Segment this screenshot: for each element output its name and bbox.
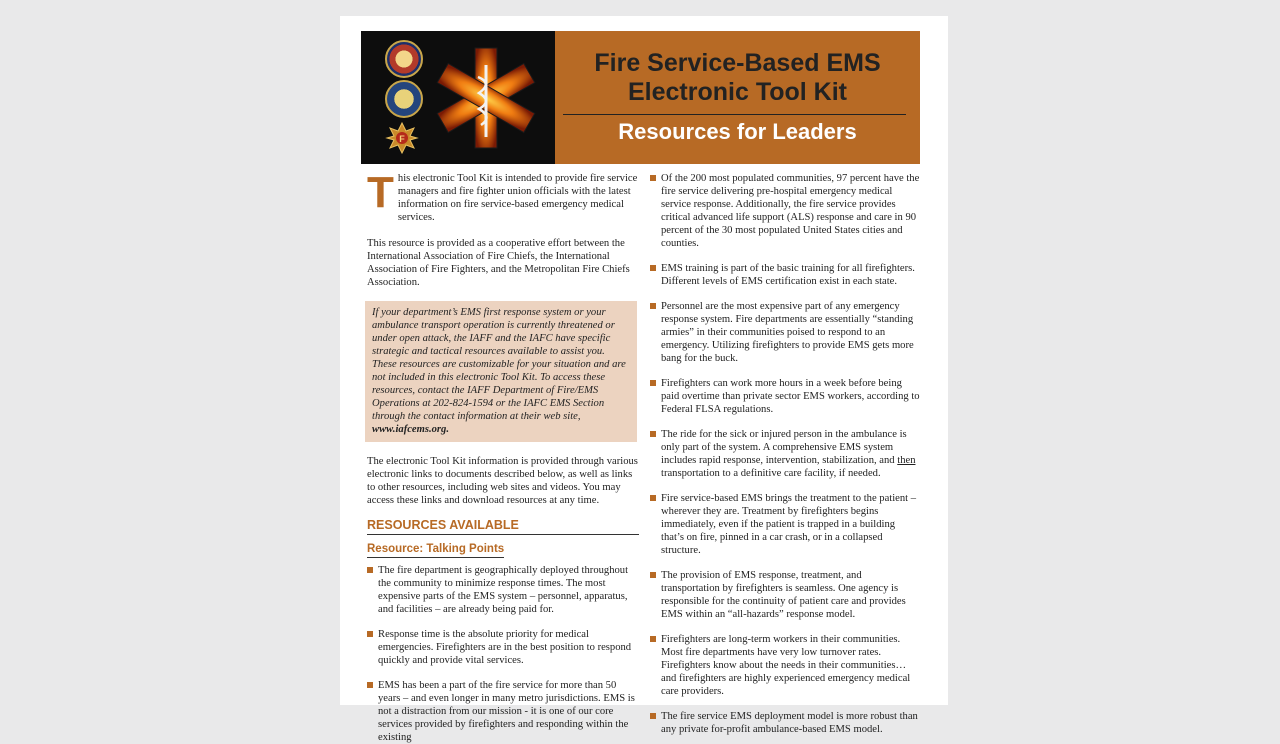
intro-text: his electronic Tool Kit is intended to provide fire service managers and fire fighter union officials with the latest information on fire service-based emergency medical services. bbox=[397, 173, 638, 223]
list-item: Response time is the absolute priority for medical emergencies. Firefighters are in the best position to respond quickly and provide vital services. bbox=[367, 628, 639, 667]
talking-points-list bbox=[367, 564, 639, 744]
ride-text-end: transportation to a definitive care facility, if needed. bbox=[661, 468, 881, 479]
callout-box bbox=[365, 301, 637, 442]
document-page bbox=[340, 16, 948, 743]
logo-panel bbox=[361, 31, 555, 164]
list-item: The fire service EMS deployment model is more robust than any private for-profit ambulance-based EMS model. bbox=[650, 710, 920, 736]
svg-text:F: F bbox=[399, 134, 405, 144]
iafc-seal-icon bbox=[385, 40, 423, 78]
list-item bbox=[650, 428, 920, 480]
list-item: Of the 200 most populated communities, 97 percent have the fire service delivering pre-hospital emergency medical service response. Additionally, the fire service provides critical advanced life support (ALS) response and care in 90 percent of the 30 most populated United States cities and counties. bbox=[650, 172, 920, 250]
list-item: EMS has been a part of the fire service for more than 50 years – and even longer in many metro jurisdictions. EMS is not a distraction from our mission - it is one of our core services provided by firefighters and responding within the existing bbox=[367, 679, 639, 744]
cooperative-paragraph: This resource is provided as a cooperative effort between the International Association of Fire Chiefs, the International Association of Fire Fighters, and the Metropolitan Fire Chiefs Association. bbox=[367, 238, 630, 288]
left-column bbox=[367, 168, 639, 744]
list-item: EMS training is part of the basic training for all firefighters. Different levels of EMS certification exist in each state. bbox=[650, 262, 920, 288]
star-of-life-icon bbox=[433, 45, 539, 151]
talking-points-heading: Resource: Talking Points bbox=[367, 543, 504, 558]
list-item: Firefighters are long-term workers in their communities. Most fire departments have very low turnover rates. Firefighters know about the needs in their communities…and firefighters are highly experienced emergency medical care providers. bbox=[650, 633, 920, 698]
callout-text: If your department’s EMS first response system or your ambulance transport operation is currently threatened or under open attack, the IAFF and the IAFC have specific strategic and tactical resources available to assist you. These resources are customizable for your situation and are not included in this electronic Tool Kit. To access these resources, contact the IAFF Department of Fire/EMS Operations at 202-824-1594 or the IAFC EMS Section through the contact information at their web site, bbox=[372, 307, 626, 422]
list-item: Personnel are the most expensive part of any emergency response system. Fire departments are essentially “standing armies” in their communities poised to respond to an emergency. Utilizing firefighters to provide EMS gets more bang for the buck. bbox=[650, 300, 920, 365]
list-item: Firefighters can work more hours in a week before being paid overtime than private sector EMS workers, according to Federal FLSA regulations. bbox=[650, 377, 920, 416]
drop-cap: T bbox=[367, 168, 394, 217]
iafcems-link[interactable]: www.iafcems.org. bbox=[372, 424, 450, 435]
document-title bbox=[555, 49, 920, 107]
header-banner bbox=[361, 31, 920, 164]
list-item: Fire service-based EMS brings the treatment to the patient – wherever they are. Treatment by firefighters begins immediately, even if the patient is trapped in a building that’s on fire, pinned in a car crash, or in a collapsed structure. bbox=[650, 492, 920, 557]
list-item: The provision of EMS response, treatment, and transportation by firefighters is seamless. One agency is responsible for the continuity of patient care and provides EMS within an “all-hazards” response model. bbox=[650, 569, 920, 621]
links-paragraph: The electronic Tool Kit information is provided through various electronic links to documents described below, as well as links to other resources, including web sites and videos. You may access these links and download resources at any time. bbox=[367, 456, 638, 506]
title-divider bbox=[563, 114, 906, 115]
ride-underline: then bbox=[897, 455, 916, 466]
title-line-2: Electronic Tool Kit bbox=[628, 78, 847, 106]
intro-paragraph bbox=[367, 168, 639, 224]
metro-chiefs-seal-icon bbox=[385, 80, 423, 118]
resources-heading: RESOURCES AVAILABLE bbox=[367, 519, 639, 535]
ride-text: The ride for the sick or injured person in the ambulance is only part of the system. A comprehensive EMS system includes rapid response, intervention, stabilization, and bbox=[661, 429, 907, 466]
title-panel bbox=[555, 31, 920, 164]
iaff-maltese-cross-icon bbox=[385, 121, 419, 155]
list-item: The fire department is geographically deployed throughout the community to minimize response times. The most expensive parts of the EMS system – personnel, apparatus, and facilities – are already being paid for. bbox=[367, 564, 639, 616]
right-column bbox=[650, 172, 920, 736]
title-line-1: Fire Service-Based EMS bbox=[594, 49, 881, 77]
document-subtitle: Resources for Leaders bbox=[618, 119, 857, 144]
facts-list bbox=[650, 172, 920, 736]
